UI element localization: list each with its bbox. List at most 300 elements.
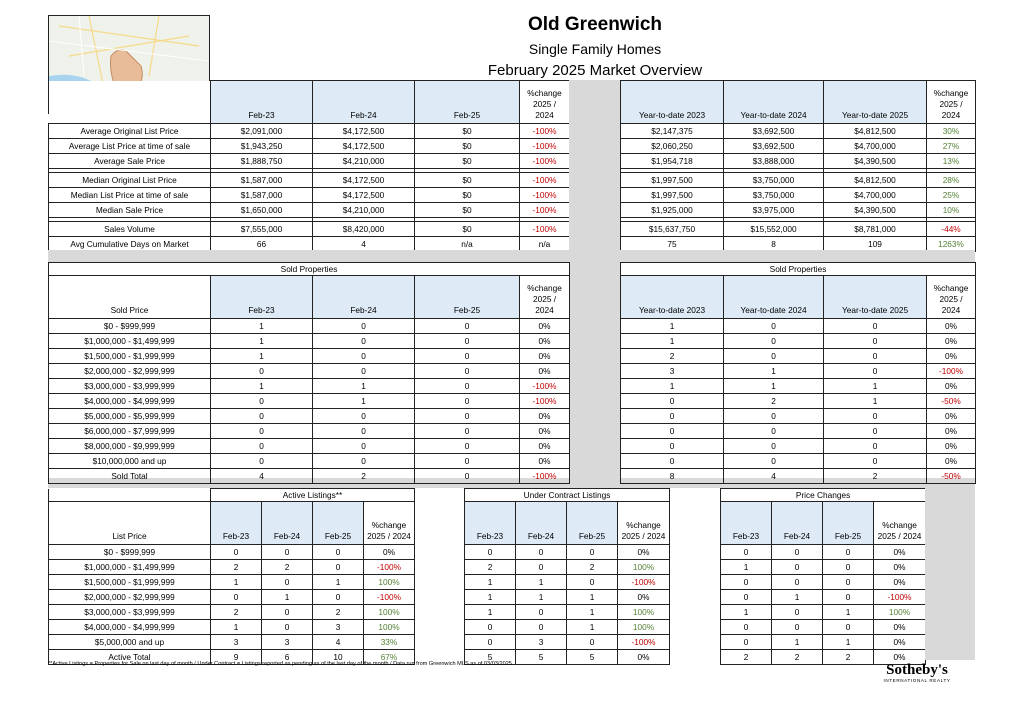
table-row [49, 334, 570, 349]
table-cell: 5 [567, 650, 618, 665]
table-cell: 0 [824, 424, 927, 439]
table-cell: 100% [618, 620, 670, 635]
table-cell: -100% [520, 222, 570, 237]
column-header: Feb-23 [211, 276, 313, 319]
row-label: $10,000,000 and up [49, 454, 211, 469]
table-cell: $1,925,000 [621, 203, 724, 218]
table-row [721, 620, 926, 635]
table-row [621, 188, 976, 203]
table-cell: 0% [520, 409, 570, 424]
table-cell: -100% [520, 394, 570, 409]
table-cell: 67% [364, 650, 415, 665]
page-title: Old Greenwich [527, 14, 663, 35]
table-cell: 66 [211, 237, 313, 252]
table-cell: 0 [313, 545, 364, 560]
row-label: Median Original List Price [49, 173, 211, 188]
table-cell: 1 [465, 575, 516, 590]
table-cell: 0% [927, 409, 976, 424]
table-row [49, 545, 415, 560]
table-row [49, 620, 415, 635]
table-cell: 0 [516, 605, 567, 620]
table-cell: 2 [262, 560, 313, 575]
table-cell: $1,997,500 [621, 173, 724, 188]
table-caption: Sold Properties [49, 263, 570, 276]
row-label: $4,000,000 - $4,999,999 [49, 620, 211, 635]
table-cell: 0 [824, 334, 927, 349]
table-cell: 0 [211, 394, 313, 409]
table-cell: 0% [618, 545, 670, 560]
table-row [49, 560, 415, 575]
table-cell: 0 [724, 454, 824, 469]
table-cell: 0 [415, 394, 520, 409]
table-cell: $0 [415, 139, 520, 154]
table-cell: 3 [516, 635, 567, 650]
table-cell: $3,888,000 [724, 154, 824, 169]
table-cell: -50% [927, 469, 976, 484]
row-label: $1,000,000 - $1,499,999 [49, 334, 211, 349]
table-row [49, 469, 570, 484]
table-cell: 0 [313, 319, 415, 334]
table-caption: Active Listings** [211, 489, 415, 502]
table-cell: -50% [927, 394, 976, 409]
table-cell: 0 [721, 575, 772, 590]
table-cell: 2 [567, 560, 618, 575]
table-cell: -44% [927, 222, 976, 237]
table-cell: 3 [313, 620, 364, 635]
table-cell: 0 [415, 424, 520, 439]
table-cell: $1,943,250 [211, 139, 313, 154]
overview-table [48, 80, 570, 252]
column-header: Year-to-date 2024 [724, 81, 824, 124]
table-cell: 4 [211, 469, 313, 484]
table-cell: 1 [824, 394, 927, 409]
table-cell: 0 [567, 545, 618, 560]
table-cell: 1 [621, 334, 724, 349]
table-cell: 10 [313, 650, 364, 665]
row-label: $3,000,000 - $3,999,999 [49, 379, 211, 394]
table-cell: 1 [621, 319, 724, 334]
row-label: $2,000,000 - $2,999,999 [49, 590, 211, 605]
caption-row [49, 489, 415, 502]
table-row [721, 560, 926, 575]
table-cell: 0% [520, 364, 570, 379]
table-cell: -100% [520, 124, 570, 139]
page-subtitle: Single Family Homes [528, 41, 662, 57]
table-row [721, 545, 926, 560]
table-cell: 1 [823, 635, 874, 650]
table-cell: 0% [520, 439, 570, 454]
table-cell: 0 [415, 349, 520, 364]
table-cell: 0% [618, 590, 670, 605]
table-cell: 25% [927, 188, 976, 203]
table-cell: 109 [824, 237, 927, 252]
table-cell: 0 [621, 394, 724, 409]
row-label: $8,000,000 - $9,999,999 [49, 439, 211, 454]
table-cell: 0% [927, 319, 976, 334]
table-cell: 4 [313, 635, 364, 650]
table-cell: 1 [211, 575, 262, 590]
caption-row [465, 489, 670, 502]
table-cell: 0 [313, 349, 415, 364]
table-cell: 100% [364, 605, 415, 620]
table-row [49, 319, 570, 334]
table-cell: 0 [211, 424, 313, 439]
overview-ytd-table [620, 80, 976, 252]
table-cell: 0% [927, 424, 976, 439]
table-cell: 0% [874, 545, 926, 560]
table-cell: $0 [415, 203, 520, 218]
table-cell: 0 [724, 334, 824, 349]
table-cell: -100% [364, 590, 415, 605]
table-cell: 0 [721, 620, 772, 635]
table-cell: $2,147,375 [621, 124, 724, 139]
table-cell: 0 [772, 560, 823, 575]
table-cell: 1 [621, 379, 724, 394]
table-cell: 0% [364, 545, 415, 560]
table-cell: -100% [927, 364, 976, 379]
table-cell: 8 [724, 237, 824, 252]
center-divider [569, 80, 620, 250]
table-row [721, 635, 926, 650]
table-cell: 0% [520, 424, 570, 439]
header-row [49, 81, 570, 124]
table-cell: 3 [211, 635, 262, 650]
blank-cell [49, 489, 211, 502]
table-cell: 0% [927, 454, 976, 469]
table-cell: 2 [313, 469, 415, 484]
table-cell: 0 [621, 439, 724, 454]
table-cell: 2 [313, 605, 364, 620]
table-cell: 0 [465, 545, 516, 560]
column-header: Feb-23 [211, 81, 313, 124]
table-row [49, 394, 570, 409]
table-cell: 0 [262, 545, 313, 560]
table-cell: 8 [621, 469, 724, 484]
table-cell: $7,555,000 [211, 222, 313, 237]
table-cell: 0% [874, 620, 926, 635]
column-header: Feb-23 [465, 502, 516, 545]
table-cell: 0 [724, 319, 824, 334]
under-contract-table [464, 488, 670, 665]
table-cell: 0 [724, 349, 824, 364]
table-cell: $4,210,000 [313, 203, 415, 218]
row-label: Sold Total [49, 469, 211, 484]
table-cell: 1 [567, 620, 618, 635]
table-row [621, 203, 976, 218]
row-label: $0 - $999,999 [49, 545, 211, 560]
table-row [621, 222, 976, 237]
column-header: Feb-23 [211, 502, 262, 545]
table-cell: 0% [520, 334, 570, 349]
table-cell: 27% [927, 139, 976, 154]
table-cell: 0 [724, 409, 824, 424]
table-cell: $4,812,500 [824, 124, 927, 139]
table-cell: 28% [927, 173, 976, 188]
table-cell: 0 [823, 575, 874, 590]
row-label: $2,000,000 - $2,999,999 [49, 364, 211, 379]
table-row [49, 124, 570, 139]
table-cell: -100% [520, 469, 570, 484]
table-row [621, 139, 976, 154]
table-cell: 0 [824, 454, 927, 469]
table-cell: $4,172,500 [313, 173, 415, 188]
table-row [49, 188, 570, 203]
table-cell: -100% [618, 635, 670, 650]
table-cell: -100% [520, 154, 570, 169]
logo-tagline: INTERNATIONAL REALTY [883, 678, 951, 683]
table-cell: $1,888,750 [211, 154, 313, 169]
column-header: %change 2025 / 2024 [927, 81, 976, 124]
table-cell: $3,975,000 [724, 203, 824, 218]
column-header: Year-to-date 2024 [724, 276, 824, 319]
table-cell: -100% [520, 188, 570, 203]
column-header: Feb-24 [516, 502, 567, 545]
table-row [49, 575, 415, 590]
row-label: $1,000,000 - $1,499,999 [49, 560, 211, 575]
table-cell: $1,997,500 [621, 188, 724, 203]
table-caption: Price Changes [721, 489, 926, 502]
table-row [49, 154, 570, 169]
table-cell: 0 [313, 590, 364, 605]
header-row [621, 81, 976, 124]
table-cell: 1 [313, 379, 415, 394]
table-cell: 1 [772, 590, 823, 605]
table-cell: 1 [567, 605, 618, 620]
row-label: $3,000,000 - $3,999,999 [49, 605, 211, 620]
header-row [49, 502, 415, 545]
table-cell: $4,172,500 [313, 188, 415, 203]
table-cell: 0 [824, 364, 927, 379]
table-cell: 0% [874, 650, 926, 665]
table-cell: 0% [618, 650, 670, 665]
table-cell: 3 [262, 635, 313, 650]
table-row [621, 439, 976, 454]
table-row [621, 424, 976, 439]
table-row [49, 439, 570, 454]
table-cell: 0% [520, 454, 570, 469]
column-header: Feb-25 [567, 502, 618, 545]
table-cell: 0% [927, 349, 976, 364]
row-label: Avg Cumulative Days on Market [49, 237, 211, 252]
table-cell: 0 [415, 409, 520, 424]
table-cell: 0 [824, 409, 927, 424]
table-cell: 0 [313, 409, 415, 424]
table-cell: 1 [721, 560, 772, 575]
table-cell: 0 [415, 364, 520, 379]
table-cell: 0 [313, 424, 415, 439]
table-cell: 0 [262, 605, 313, 620]
table-cell: 1 [516, 575, 567, 590]
table-cell: 0 [621, 424, 724, 439]
table-cell: 0 [211, 364, 313, 379]
table-cell: 6 [262, 650, 313, 665]
column-header: Year-to-date 2023 [621, 276, 724, 319]
table-cell: 0 [313, 439, 415, 454]
table-row [465, 605, 670, 620]
table-cell: 0% [927, 379, 976, 394]
column-header: Feb-24 [262, 502, 313, 545]
header-row [465, 502, 670, 545]
table-cell: 4 [313, 237, 415, 252]
table-cell: 30% [927, 124, 976, 139]
caption-row [49, 263, 570, 276]
table-cell: 1 [211, 349, 313, 364]
active-listings-table [48, 488, 415, 665]
table-cell: 1 [313, 394, 415, 409]
table-row [49, 222, 570, 237]
table-cell: 75 [621, 237, 724, 252]
table-cell: 1 [211, 379, 313, 394]
table-cell: 1 [262, 590, 313, 605]
table-cell: 0 [823, 545, 874, 560]
table-cell: 2 [211, 605, 262, 620]
table-cell: 1 [772, 635, 823, 650]
table-cell: n/a [520, 237, 570, 252]
table-cell: 2 [724, 394, 824, 409]
table-cell: -100% [520, 203, 570, 218]
table-cell: $1,954,718 [621, 154, 724, 169]
table-cell: 2 [465, 560, 516, 575]
table-cell: 2 [621, 349, 724, 364]
table-cell: $1,650,000 [211, 203, 313, 218]
table-row [621, 469, 976, 484]
column-header: Feb-24 [313, 276, 415, 319]
center-divider [569, 262, 620, 478]
table-row [465, 560, 670, 575]
table-row [465, 620, 670, 635]
table-cell: 1 [211, 334, 313, 349]
table-row [465, 545, 670, 560]
table-cell: $2,091,000 [211, 124, 313, 139]
table-cell: $4,700,000 [824, 188, 927, 203]
table-cell: 4 [724, 469, 824, 484]
table-cell: 5 [516, 650, 567, 665]
table-row [621, 319, 976, 334]
table-row [465, 635, 670, 650]
table-cell: 1 [567, 590, 618, 605]
table-cell: -100% [520, 173, 570, 188]
caption-row [721, 489, 926, 502]
table-row [49, 454, 570, 469]
table-cell: 0 [823, 590, 874, 605]
table-row [49, 409, 570, 424]
table-cell: 2 [824, 469, 927, 484]
table-row [49, 605, 415, 620]
table-cell: 0 [211, 590, 262, 605]
row-label: Average List Price at time of sale [49, 139, 211, 154]
table-cell: 0 [721, 635, 772, 650]
sothebys-logo [862, 662, 972, 684]
column-header: Year-to-date 2025 [824, 81, 927, 124]
table-row [621, 154, 976, 169]
table-row [621, 454, 976, 469]
report-period: February 2025 Market Overview [487, 62, 703, 79]
logo-wordmark: Sotheby's [886, 662, 948, 678]
column-header: %change 2025 / 2024 [927, 276, 976, 319]
blank-cell [49, 81, 211, 124]
table-cell: 0 [772, 605, 823, 620]
table-cell: 0 [415, 379, 520, 394]
column-header: Sold Price [49, 276, 211, 319]
table-cell: 0 [516, 620, 567, 635]
table-row [621, 334, 976, 349]
column-header: Feb-25 [415, 276, 520, 319]
table-cell: 0 [415, 439, 520, 454]
table-cell: $4,390,500 [824, 203, 927, 218]
table-cell: 0 [211, 545, 262, 560]
table-cell: 1 [724, 364, 824, 379]
table-cell: 10% [927, 203, 976, 218]
column-header: List Price [49, 502, 211, 545]
table-row [621, 379, 976, 394]
column-header: Feb-23 [721, 502, 772, 545]
table-cell: 0 [823, 560, 874, 575]
table-cell: $15,552,000 [724, 222, 824, 237]
column-header: %change 2025 / 2024 [874, 502, 926, 545]
table-caption: Under Contract Listings [465, 489, 670, 502]
table-cell: 2 [772, 650, 823, 665]
column-header: Feb-25 [313, 502, 364, 545]
table-cell: 9 [211, 650, 262, 665]
row-label: Median List Price at time of sale [49, 188, 211, 203]
table-cell: 1 [516, 590, 567, 605]
table-cell: $8,420,000 [313, 222, 415, 237]
table-cell: 100% [364, 620, 415, 635]
price-changes-table [720, 488, 926, 665]
row-label: $1,500,000 - $1,999,999 [49, 349, 211, 364]
table-cell: 0 [211, 409, 313, 424]
table-cell: 0% [927, 334, 976, 349]
table-row [49, 590, 415, 605]
table-cell: $2,060,250 [621, 139, 724, 154]
table-cell: 0 [465, 635, 516, 650]
table-cell: 0% [927, 439, 976, 454]
row-label: $1,500,000 - $1,999,999 [49, 575, 211, 590]
row-label: $5,000,000 and up [49, 635, 211, 650]
table-cell: 0 [415, 454, 520, 469]
table-cell: $1,587,000 [211, 173, 313, 188]
row-label: Sales Volume [49, 222, 211, 237]
table-cell: 0 [621, 454, 724, 469]
table-cell: n/a [415, 237, 520, 252]
table-cell: $4,172,500 [313, 139, 415, 154]
table-cell: $4,812,500 [824, 173, 927, 188]
table-caption: Sold Properties [621, 263, 976, 276]
table-row [721, 590, 926, 605]
column-header: Feb-24 [772, 502, 823, 545]
table-row [621, 173, 976, 188]
table-cell: 1 [211, 620, 262, 635]
table-cell: 100% [618, 560, 670, 575]
table-cell: 0 [621, 409, 724, 424]
table-cell: 0 [516, 545, 567, 560]
table-cell: 0 [724, 439, 824, 454]
table-cell: $4,210,000 [313, 154, 415, 169]
row-label: Active Total [49, 650, 211, 665]
table-cell: 0 [211, 439, 313, 454]
table-cell: 5 [465, 650, 516, 665]
table-cell: 0 [823, 620, 874, 635]
table-cell: 0% [874, 575, 926, 590]
table-cell: 0 [824, 319, 927, 334]
table-cell: $8,781,000 [824, 222, 927, 237]
table-row [621, 409, 976, 424]
header-row [621, 276, 976, 319]
footnote: **Active Listings = Properties for Sale on last day of month / Under Contract = Listings reported as pending as of the last day of the month / Data run from Greenwich MLS as of 03/03/2025 [48, 661, 512, 667]
table-cell: 0 [313, 364, 415, 379]
table-cell: 0 [567, 575, 618, 590]
table-cell: 1 [313, 575, 364, 590]
